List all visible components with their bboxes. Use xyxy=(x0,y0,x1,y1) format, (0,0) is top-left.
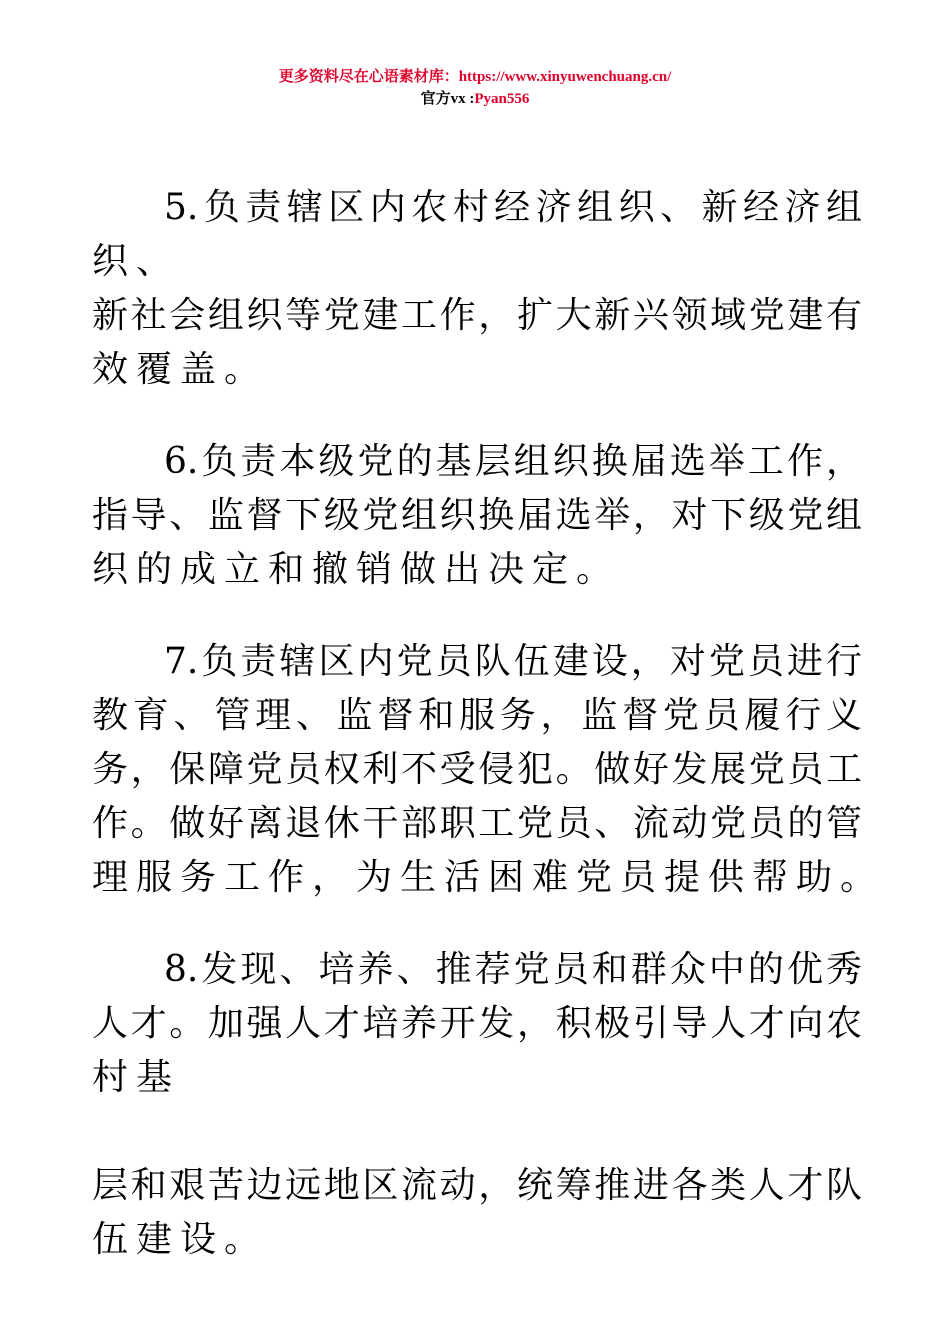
paragraph-line: 层和艰苦边远地区流动，统筹推进各类人才队 xyxy=(92,1165,862,1206)
paragraph-line: 7.负责辖区内党员队伍建设，对党员进行 xyxy=(164,641,862,682)
paragraph-line: 村基 xyxy=(92,1057,181,1098)
paragraph-line: 新社会组织等党建工作，扩大新兴领域党建有 xyxy=(92,295,862,336)
paragraph-gap xyxy=(92,905,872,943)
paragraph-line: 织、 xyxy=(92,241,181,282)
paragraph-6 xyxy=(92,435,872,597)
header-site-label: 更多资料尽在心语素材库： xyxy=(278,69,459,85)
paragraph-gap xyxy=(92,397,872,435)
header-line-1 xyxy=(0,66,950,88)
paragraph-line: 务，保障党员权利不受侵犯。做好发展党员工 xyxy=(92,749,862,790)
paragraph-line: 8.发现、培养、推荐党员和群众中的优秀 xyxy=(164,949,862,990)
paragraph-line: 6.负责本级党的基层组织换届选举工作， xyxy=(164,441,862,482)
paragraph-line: 人才。加强人才培养开发，积极引导人才向农 xyxy=(92,1003,862,1044)
paragraph-line: 指导、监督下级党组织换届选举，对下级党组 xyxy=(92,495,862,536)
header-vx-id: Pyan556 xyxy=(474,91,530,107)
document-body xyxy=(92,181,885,1267)
header-vx-label: 官方vx : xyxy=(420,91,475,107)
header-line-2 xyxy=(0,88,950,110)
paragraph-8 xyxy=(92,943,872,1105)
paragraph-gap xyxy=(92,1105,872,1159)
paragraph-line: 织的成立和撤销做出决定。 xyxy=(92,549,621,590)
paragraph-7 xyxy=(92,635,885,905)
paragraph-5 xyxy=(92,181,872,397)
paragraph-line: 理服务工作，为生活困难党员提供帮助。 xyxy=(92,857,885,898)
header-url-link[interactable]: https://www.xinyuwenchuang.cn/ xyxy=(458,69,672,85)
paragraph-8-continued xyxy=(92,1159,872,1267)
paragraph-line: 5.负责辖区内农村经济组织、新经济组 xyxy=(164,187,862,228)
paragraph-line: 效覆盖。 xyxy=(92,349,269,390)
paragraph-line: 教育、管理、监督和服务，监督党员履行义 xyxy=(92,695,862,736)
paragraph-line: 作。做好离退休干部职工党员、流动党员的管 xyxy=(92,803,862,844)
paragraph-gap xyxy=(92,597,872,635)
page-header xyxy=(0,66,950,110)
paragraph-line: 伍建设。 xyxy=(92,1219,269,1260)
